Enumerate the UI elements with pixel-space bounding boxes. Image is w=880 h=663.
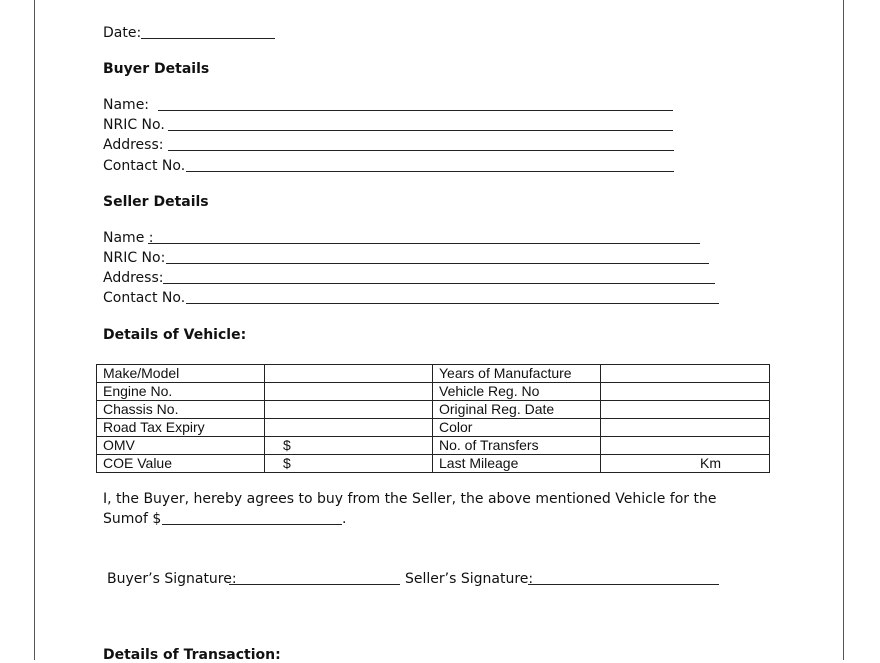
buyer-name-label: Name:: [103, 97, 150, 113]
seller-name-label: Name :: [103, 230, 154, 246]
seller-details-heading: Seller Details: [103, 194, 209, 210]
chassis-no-value[interactable]: [265, 401, 433, 419]
table-row: [97, 383, 770, 401]
table-row: [97, 419, 770, 437]
color-label: Color: [433, 419, 601, 437]
road-tax-expiry-value[interactable]: [265, 419, 433, 437]
seller-nric-field[interactable]: [166, 263, 709, 264]
original-reg-date-value[interactable]: [601, 401, 770, 419]
agreement-text: I, the Buyer, hereby agrees to buy from the Seller, the above mentioned Vehicle for the: [103, 491, 717, 507]
table-row: [97, 437, 770, 455]
original-reg-date-label: Original Reg. Date: [433, 401, 601, 419]
sum-amount-field[interactable]: [162, 524, 342, 525]
last-mileage-value[interactable]: Km: [601, 455, 770, 473]
sum-label: Sumof $: [103, 511, 162, 527]
engine-no-label: Engine No.: [97, 383, 265, 401]
make-model-value[interactable]: [265, 365, 433, 383]
chassis-no-label: Chassis No.: [97, 401, 265, 419]
road-tax-expiry-label: Road Tax Expiry: [97, 419, 265, 437]
seller-address-label: Address:: [103, 270, 164, 286]
coe-value-value[interactable]: $: [265, 455, 433, 473]
vehicle-details-table: [96, 364, 770, 473]
seller-signature-label: Seller’s Signature:: [405, 571, 534, 587]
years-of-manufacture-label: Years of Manufacture: [433, 365, 601, 383]
years-of-manufacture-value[interactable]: [601, 365, 770, 383]
seller-contact-label: Contact No.: [103, 290, 186, 306]
buyer-contact-label: Contact No.: [103, 158, 186, 174]
last-mileage-label: Last Mileage: [433, 455, 601, 473]
make-model-label: Make/Model: [97, 365, 265, 383]
color-value[interactable]: [601, 419, 770, 437]
buyer-signature-field[interactable]: [229, 584, 400, 585]
seller-nric-label: NRIC No:: [103, 250, 166, 266]
buyer-signature-label: Buyer’s Signature:: [107, 571, 237, 587]
omv-label: OMV: [97, 437, 265, 455]
buyer-nric-field[interactable]: [168, 130, 673, 131]
date-field[interactable]: [141, 38, 275, 39]
table-row: [97, 401, 770, 419]
buyer-details-heading: Buyer Details: [103, 61, 210, 77]
omv-value[interactable]: $: [265, 437, 433, 455]
sum-period: .: [342, 511, 347, 527]
no-of-transfers-value[interactable]: [601, 437, 770, 455]
table-row: [97, 365, 770, 383]
vehicle-details-heading: Details of Vehicle:: [103, 327, 247, 343]
buyer-contact-field[interactable]: [186, 171, 674, 172]
buyer-address-field[interactable]: [168, 150, 674, 151]
table-row: [97, 455, 770, 473]
coe-value-label: COE Value: [97, 455, 265, 473]
seller-signature-field[interactable]: [528, 584, 719, 585]
buyer-nric-label: NRIC No.: [103, 117, 165, 133]
date-label: Date:: [103, 25, 142, 41]
seller-address-field[interactable]: [163, 283, 715, 284]
seller-name-field[interactable]: [148, 243, 700, 244]
vehicle-reg-no-value[interactable]: [601, 383, 770, 401]
buyer-address-label: Address:: [103, 137, 164, 153]
vehicle-reg-no-label: Vehicle Reg. No: [433, 383, 601, 401]
seller-contact-field[interactable]: [186, 303, 719, 304]
no-of-transfers-label: No. of Transfers: [433, 437, 601, 455]
engine-no-value[interactable]: [265, 383, 433, 401]
buyer-name-field[interactable]: [158, 110, 673, 111]
transaction-details-heading: Details of Transaction:: [103, 647, 281, 663]
